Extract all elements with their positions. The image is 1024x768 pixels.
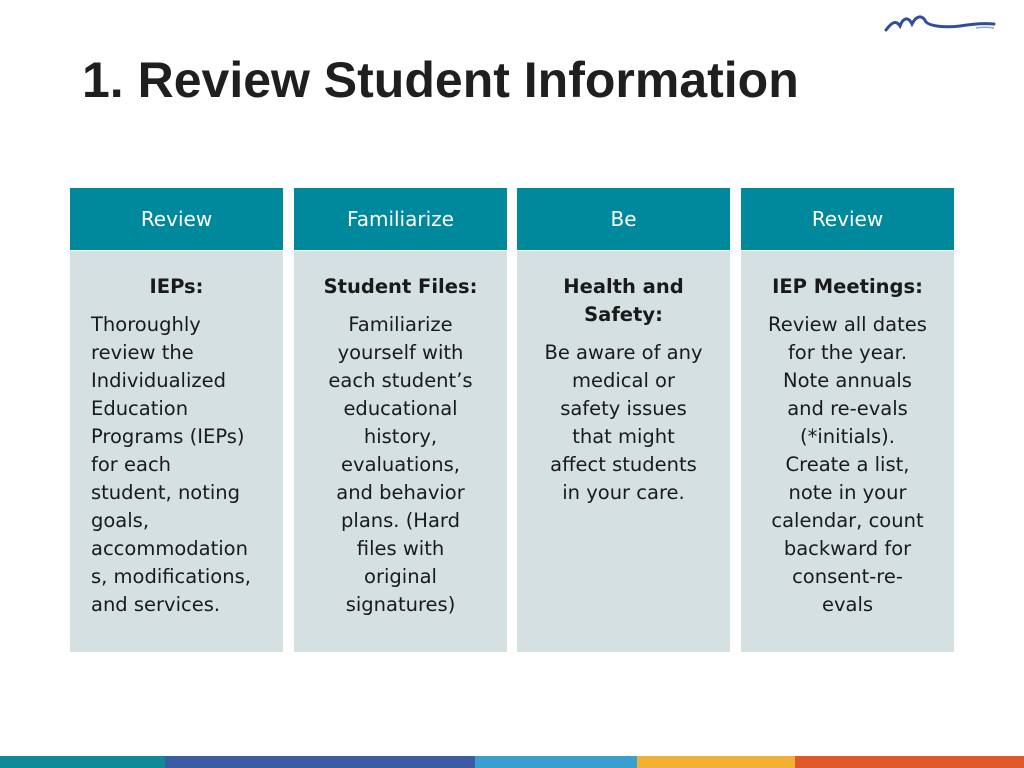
card-heading: Student Files:: [323, 275, 478, 298]
card-health-safety: [517, 188, 730, 652]
card-body: [741, 251, 954, 619]
footer-bar-segment: [795, 756, 1024, 768]
card-heading: Health and Safety:: [563, 275, 684, 326]
card-header: Be: [517, 188, 730, 251]
card-student-files: [294, 188, 507, 652]
footer-bar-segment: [475, 756, 637, 768]
card-heading: IEP Meetings:: [772, 275, 923, 298]
card-text: Familiarize yourself with each student’s educational history, evaluations, and behavior plans. (Hard files with original signatures): [328, 313, 473, 616]
card-header: Familiarize: [294, 188, 507, 251]
card-iep-meetings: [741, 188, 954, 652]
footer-bar-segment: [637, 756, 795, 768]
card-text: Be aware of any medical or safety issues that might affect students in your care.: [544, 341, 703, 504]
card-header: Review: [741, 188, 954, 251]
footer-bar-segment: [0, 756, 165, 768]
footer-color-bar: [0, 756, 1024, 768]
card-body: [70, 251, 283, 619]
card-text: Thoroughly review the Individualized Education Programs (IEPs) for each student, noting goals, accommodation s, modifications, and services.: [91, 313, 251, 616]
footer-bar-segment: [165, 756, 475, 768]
card-heading: IEPs:: [149, 275, 204, 298]
card-text: Review all dates for the year. Note annuals and re-evals (*initials). Create a list, note in your calendar, count backward for consent-re- evals: [768, 313, 927, 616]
card-body: [517, 251, 730, 507]
slide-title: 1. Review Student Information: [82, 52, 799, 108]
organization-logo: [884, 10, 996, 36]
card-ieps: [70, 188, 283, 652]
card-body: [294, 251, 507, 619]
card-header: Review: [70, 188, 283, 251]
